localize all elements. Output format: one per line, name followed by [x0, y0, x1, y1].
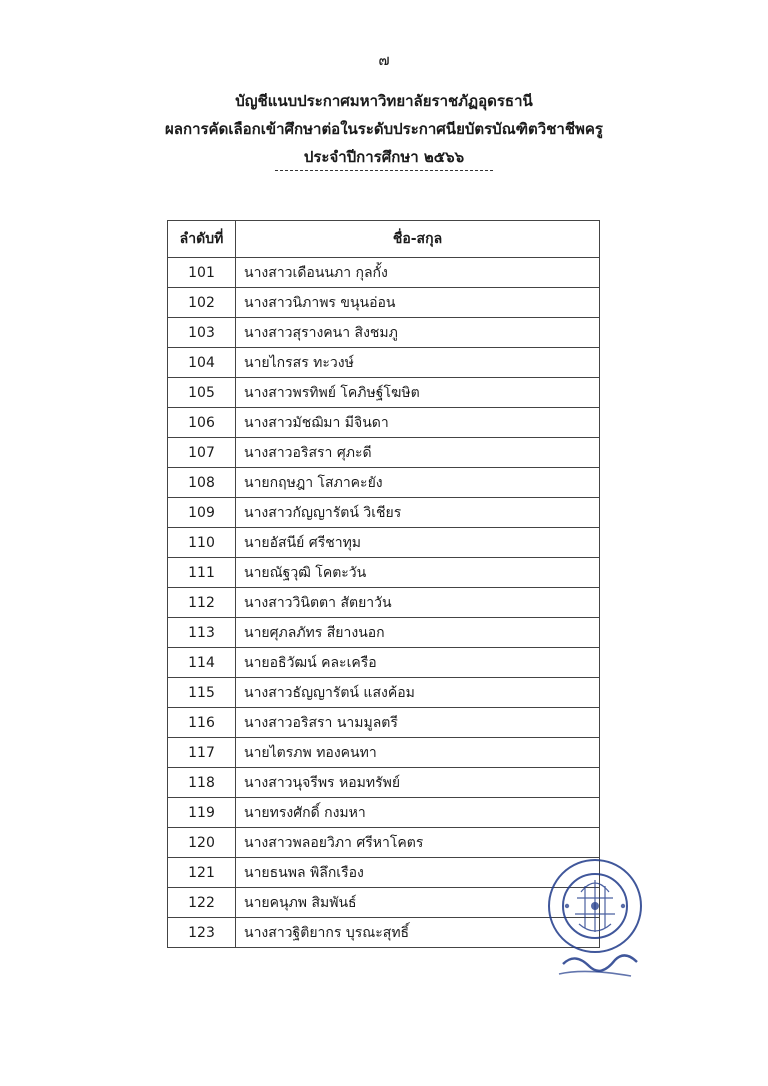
table-row	[168, 678, 600, 708]
row-order-number: 102	[168, 288, 236, 318]
table-row	[168, 318, 600, 348]
table-row	[168, 468, 600, 498]
row-full-name: นางสาวมัชฌิมา มีจินดา	[236, 408, 600, 438]
table-row	[168, 528, 600, 558]
row-full-name: นางสาววินิตตา สัตยาวัน	[236, 588, 600, 618]
table-row	[168, 618, 600, 648]
row-order-number: 118	[168, 768, 236, 798]
page-number: ๗	[378, 51, 390, 69]
table-body	[168, 258, 600, 948]
row-order-number: 106	[168, 408, 236, 438]
table-row	[168, 798, 600, 828]
row-order-number: 110	[168, 528, 236, 558]
table-row	[168, 348, 600, 378]
row-order-number: 105	[168, 378, 236, 408]
table-row	[168, 828, 600, 858]
row-full-name: นายทรงศักดิ์ กงมหา	[236, 798, 600, 828]
header-order-number: ลำดับที่	[168, 221, 236, 258]
row-order-number: 101	[168, 258, 236, 288]
row-full-name: นางสาวธัญญารัตน์ แสงค้อม	[236, 678, 600, 708]
dashed-divider	[275, 170, 493, 171]
academic-year: ประจำปีการศึกษา ๒๕๖๖	[303, 148, 465, 166]
row-full-name: นางสาวอริสรา นามมูลตรี	[236, 708, 600, 738]
table-row	[168, 438, 600, 468]
row-order-number: 108	[168, 468, 236, 498]
row-full-name: นางสาวนุจรีพร หอมทรัพย์	[236, 768, 600, 798]
row-order-number: 112	[168, 588, 236, 618]
table-row	[168, 708, 600, 738]
row-full-name: นายศุภลภัทร สียางนอก	[236, 618, 600, 648]
table-row	[168, 498, 600, 528]
row-order-number: 107	[168, 438, 236, 468]
row-full-name: นายณัฐวุฒิ โคตะวัน	[236, 558, 600, 588]
row-order-number: 119	[168, 798, 236, 828]
row-order-number: 114	[168, 648, 236, 678]
table-header-row	[168, 221, 600, 258]
row-order-number: 120	[168, 828, 236, 858]
row-full-name: นางสาวกัญญารัตน์ วิเชียร	[236, 498, 600, 528]
row-full-name: นางสาวฐิติยากร บุรณะสุทธิ์	[236, 918, 600, 948]
table-row	[168, 858, 600, 888]
document-subtitle: ผลการคัดเลือกเข้าศึกษาต่อในระดับประกาศนียบัตรบัณฑิตวิชาชีพครู	[165, 120, 603, 138]
document-title: บัญชีแนบประกาศมหาวิทยาลัยราชภัฏอุดรธานี	[235, 92, 533, 110]
row-order-number: 116	[168, 708, 236, 738]
row-full-name: นายธนพล พิลึกเรือง	[236, 858, 600, 888]
header-full-name: ชื่อ-สกุล	[236, 221, 600, 258]
table-row	[168, 408, 600, 438]
university-seal-stamp	[545, 852, 645, 984]
row-full-name: นายอัสนีย์ ศรีชาทุม	[236, 528, 600, 558]
row-full-name: นางสาวอริสรา ศุภะดี	[236, 438, 600, 468]
row-full-name: นายไกรสร ทะวงษ์	[236, 348, 600, 378]
row-order-number: 115	[168, 678, 236, 708]
row-full-name: นางสาวพรทิพย์ โคภิษฐ์โฆษิต	[236, 378, 600, 408]
row-full-name: นางสาวเดือนนภา กุลกั้ง	[236, 258, 600, 288]
table-row	[168, 258, 600, 288]
row-full-name: นายคนุภพ สิมพันธ์	[236, 888, 600, 918]
row-order-number: 103	[168, 318, 236, 348]
selection-results-table	[167, 220, 600, 948]
row-order-number: 104	[168, 348, 236, 378]
row-order-number: 121	[168, 858, 236, 888]
table-row	[168, 588, 600, 618]
row-order-number: 109	[168, 498, 236, 528]
row-order-number: 123	[168, 918, 236, 948]
row-order-number: 111	[168, 558, 236, 588]
row-order-number: 113	[168, 618, 236, 648]
table-row	[168, 558, 600, 588]
row-full-name: นายไตรภพ ทองคนทา	[236, 738, 600, 768]
table-row	[168, 648, 600, 678]
row-full-name: นางสาวสุรางคนา สิงชมภู	[236, 318, 600, 348]
row-full-name: นายกฤษฎา โสภาคะยัง	[236, 468, 600, 498]
row-order-number: 122	[168, 888, 236, 918]
row-full-name: นายอธิวัฒน์ คละเครือ	[236, 648, 600, 678]
table-row	[168, 288, 600, 318]
table-row	[168, 918, 600, 948]
table-row	[168, 738, 600, 768]
row-full-name: นางสาวพลอยวิภา ศรีหาโคตร	[236, 828, 600, 858]
table-row	[168, 888, 600, 918]
row-full-name: นางสาวนิภาพร ขนุนอ่อน	[236, 288, 600, 318]
table-row	[168, 378, 600, 408]
table-row	[168, 768, 600, 798]
row-order-number: 117	[168, 738, 236, 768]
